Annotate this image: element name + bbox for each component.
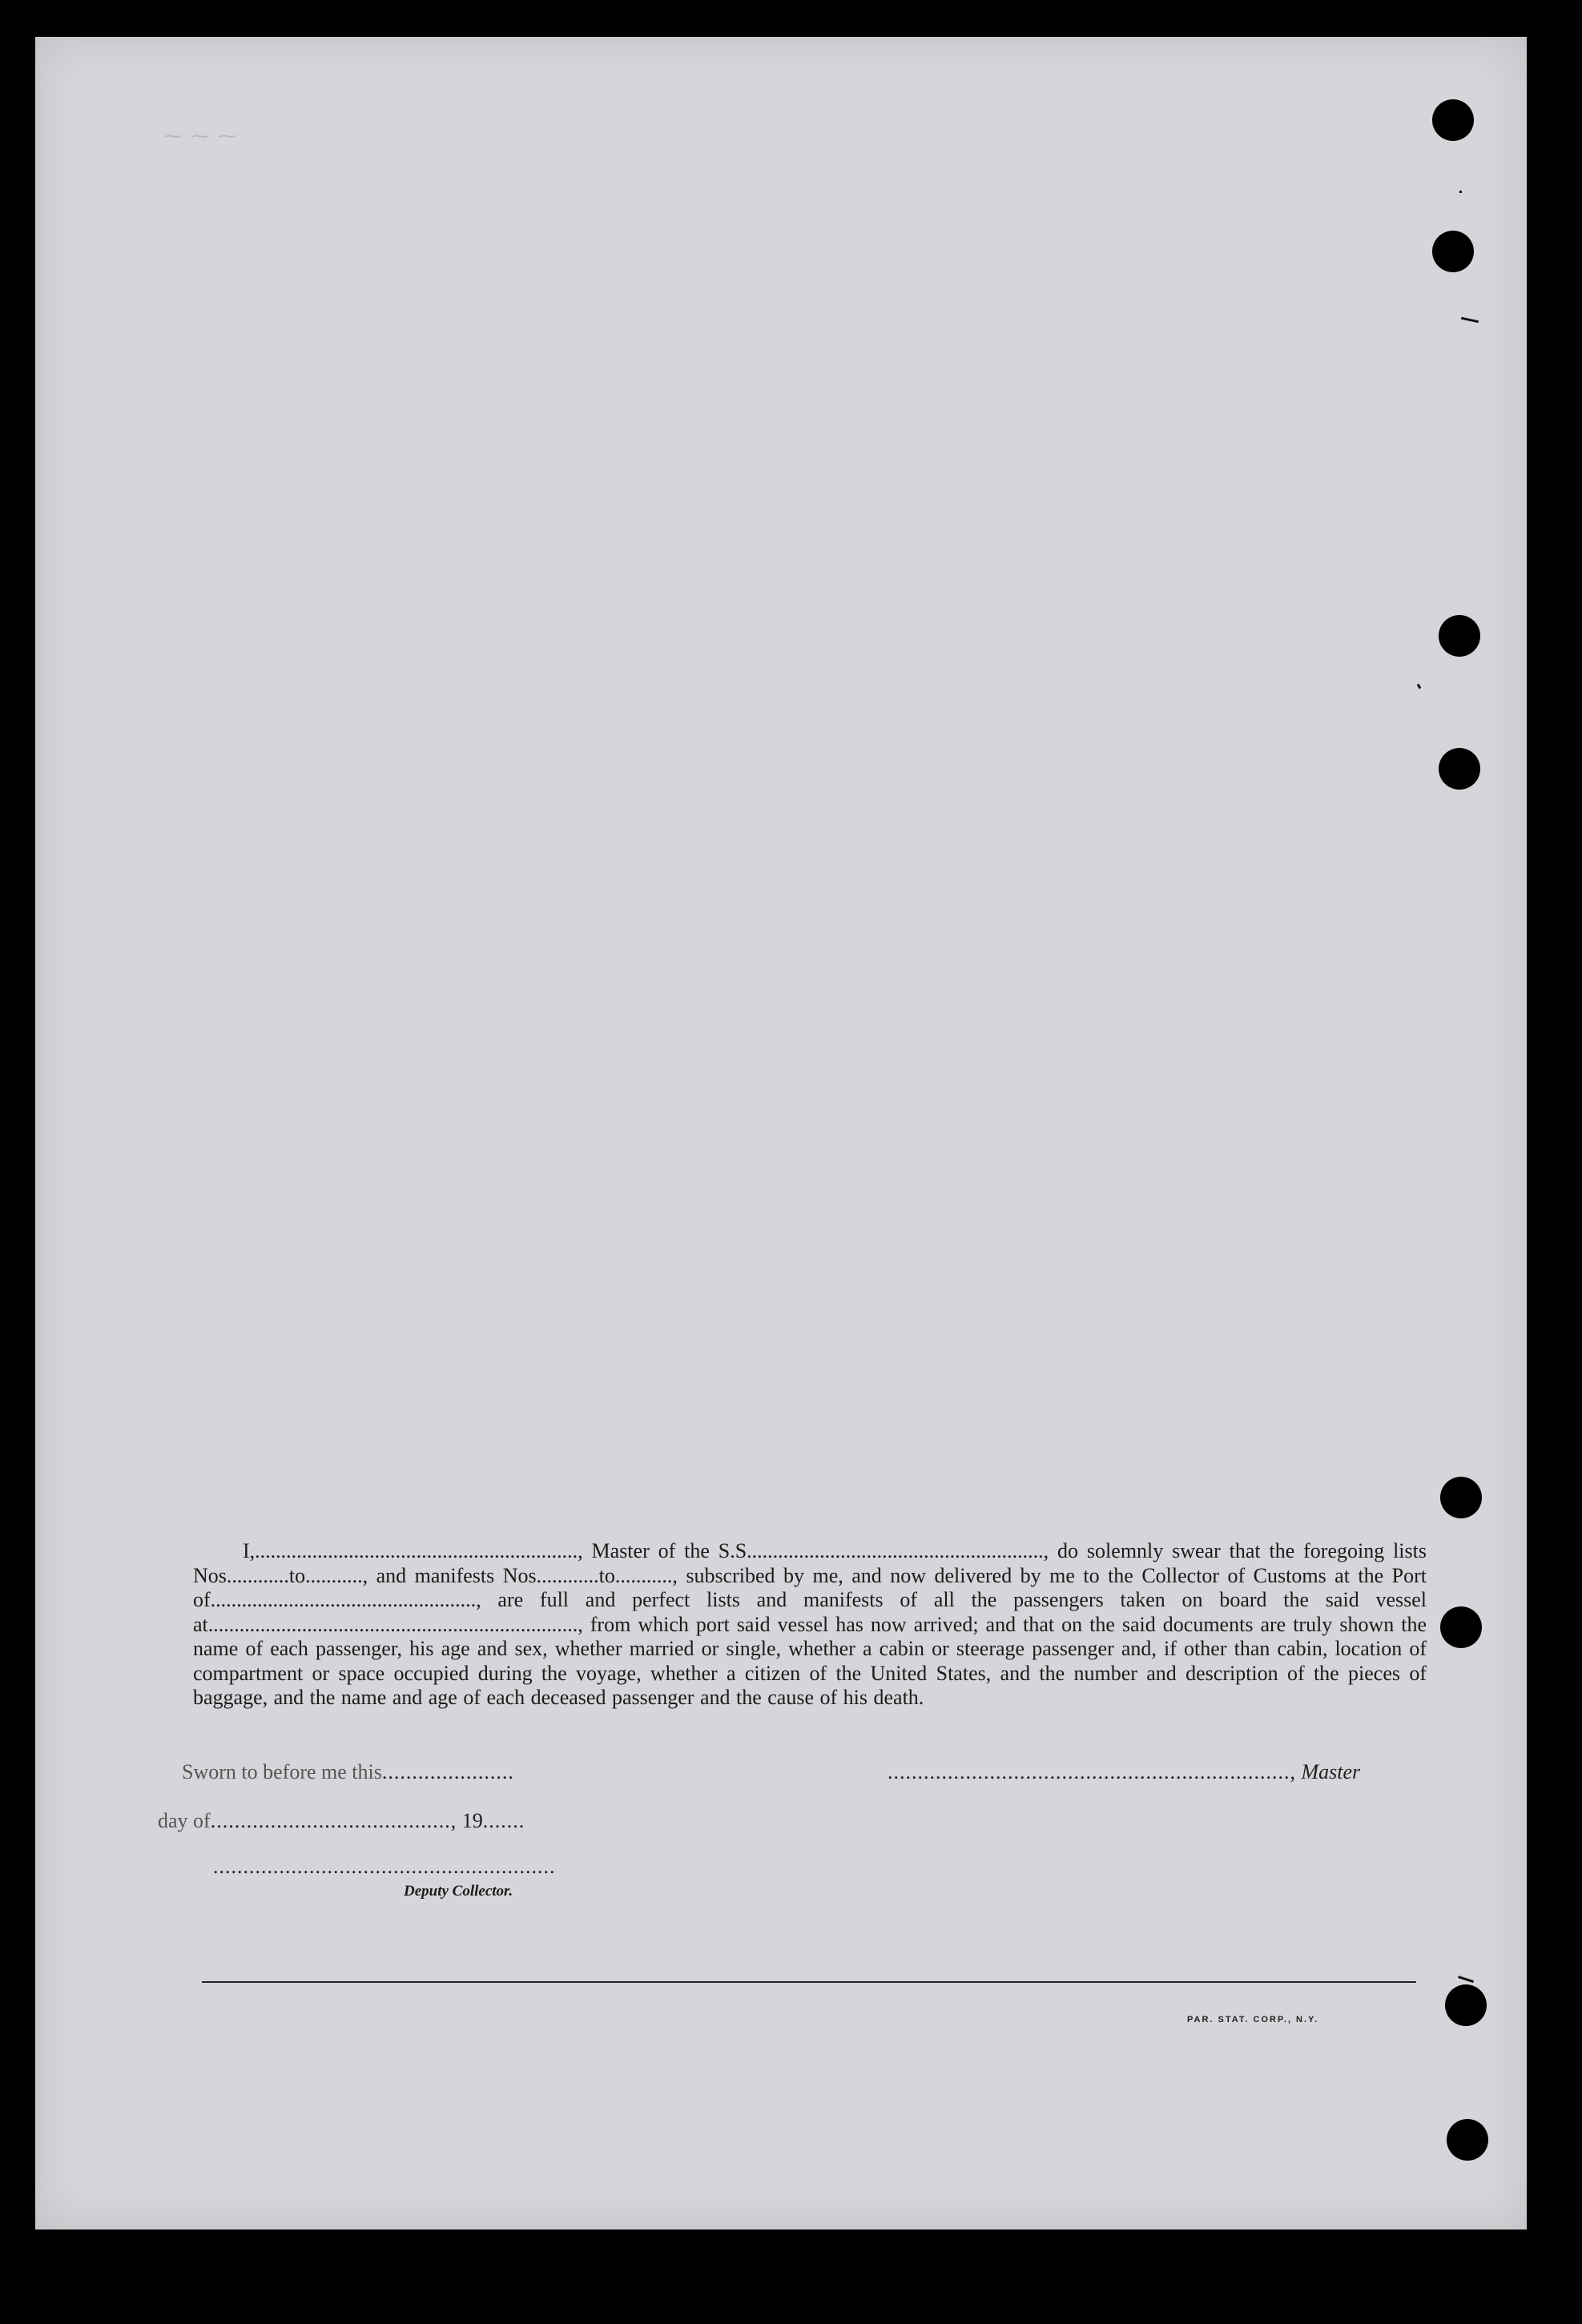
master-label: Master: [1301, 1760, 1361, 1783]
punch-hole: [1440, 1606, 1482, 1648]
sworn-dots: ......................: [381, 1760, 514, 1783]
master-signature-line: [888, 1760, 1360, 1784]
pen-mark: [1458, 1976, 1474, 1983]
oath-text: I,.............................................................., Master of the S.S........................................................., do solemnly swear that the foregoing lists Nos............to..........., and manifests Nos............to..........., subscribed by me, and now delivered by me to the Collector of Customs at the Port of..................................................., are full and perfect lists and manifests of all the passengers taken on board the said vessel at......................................................................., from which port said vessel has now arrived; and that on the said documents are truly shown the name of each passenger, his age and sex, whether married or single, whether a cabin or steerage passenger and, if other than cabin, location of compartment or space occupied during the voyage, whether a citizen of the United States, and the number and description of the pieces of baggage, and the name and age of each deceased passenger and the cause of his death.: [193, 1539, 1427, 1709]
speck-mark: [1417, 684, 1422, 690]
punch-hole: [1440, 1477, 1482, 1518]
year-dots: .......: [482, 1809, 525, 1832]
manifest-page: [35, 37, 1527, 2230]
year-prefix: 19: [461, 1809, 483, 1832]
speck-mark: [1459, 191, 1462, 193]
deputy-collector-label: Deputy Collector.: [404, 1883, 513, 1900]
sworn-label: Sworn to before me this: [182, 1760, 382, 1783]
day-label: day of: [158, 1809, 211, 1832]
deputy-dots-line: [213, 1855, 556, 1879]
punch-hole: [1439, 615, 1480, 657]
bleed-through-mark: ⁓ ⁓ ⁓: [163, 127, 239, 147]
bottom-rule: [202, 1981, 1416, 1983]
oath-paragraph: [193, 1539, 1427, 1711]
punch-hole: [1432, 231, 1474, 272]
punch-hole: [1447, 2119, 1488, 2161]
punch-hole: [1445, 1984, 1487, 2026]
punch-hole: [1439, 748, 1480, 790]
pen-mark: [1461, 317, 1479, 324]
master-dots: ...................................................................,: [888, 1760, 1296, 1783]
deputy-dots: .........................................................: [213, 1855, 556, 1878]
punch-hole: [1432, 99, 1474, 141]
day-of-line: [158, 1809, 525, 1833]
sworn-line: [182, 1760, 514, 1784]
day-dots: ........................................,: [210, 1809, 457, 1832]
printer-mark: PAR. STAT. CORP., N.Y.: [1187, 2015, 1319, 2024]
